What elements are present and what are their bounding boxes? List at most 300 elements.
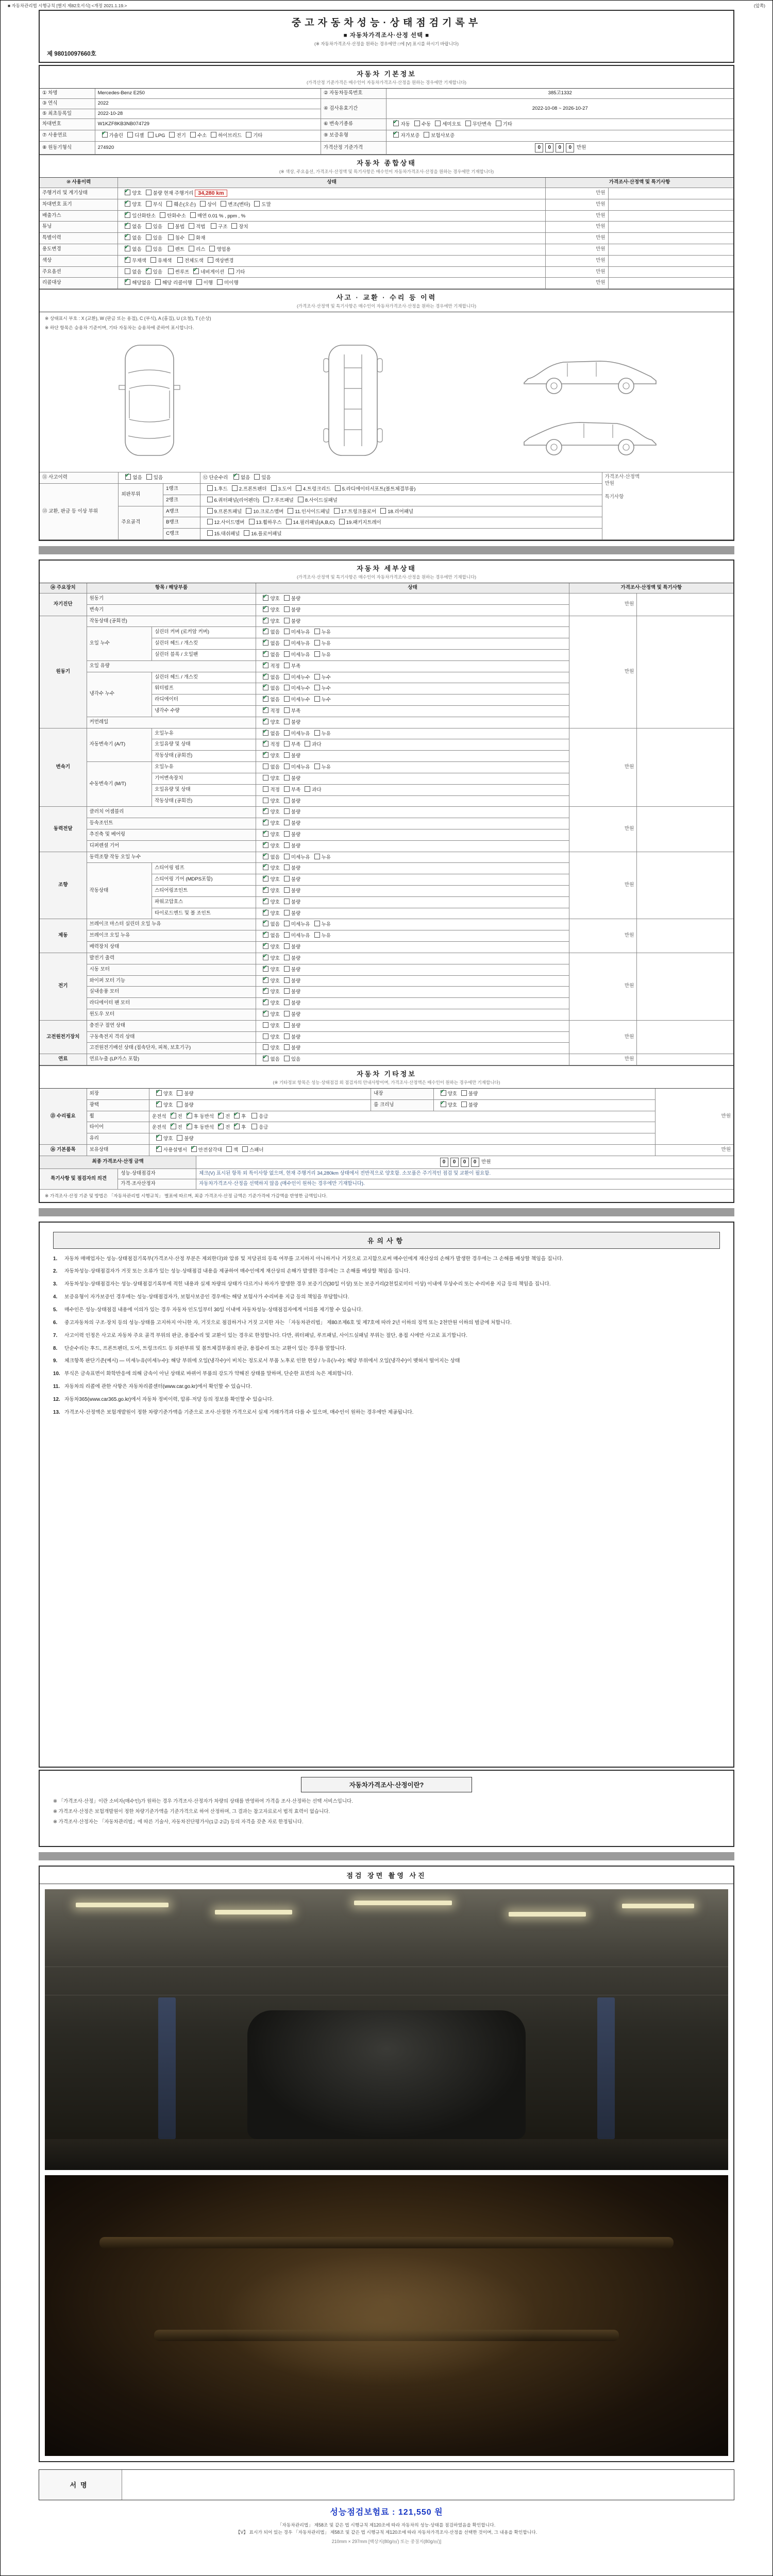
checkbox[interactable] bbox=[127, 132, 133, 138]
checkbox[interactable] bbox=[263, 943, 268, 949]
checkbox[interactable] bbox=[125, 279, 130, 285]
table-cell bbox=[149, 1133, 656, 1145]
checkbox[interactable] bbox=[284, 910, 290, 916]
checkbox[interactable] bbox=[207, 519, 213, 524]
checkbox[interactable] bbox=[263, 786, 268, 792]
table-cell bbox=[40, 616, 87, 728]
checkbox[interactable] bbox=[150, 257, 156, 263]
checkbox[interactable] bbox=[286, 519, 292, 524]
notice-list bbox=[53, 1255, 720, 1417]
checkbox[interactable] bbox=[263, 696, 268, 702]
checkbox[interactable] bbox=[233, 474, 239, 480]
notice-item bbox=[53, 1332, 720, 1340]
cell-text: 변속기 bbox=[89, 606, 104, 613]
checkbox[interactable] bbox=[156, 1090, 162, 1096]
checkbox[interactable] bbox=[334, 508, 340, 514]
checkbox[interactable] bbox=[284, 606, 290, 612]
cell-text: ⑨ 보증유형 bbox=[324, 132, 348, 139]
checkbox[interactable] bbox=[177, 1135, 182, 1141]
checkbox[interactable] bbox=[263, 595, 268, 601]
checkbox[interactable] bbox=[284, 955, 290, 960]
table-cell bbox=[87, 583, 256, 593]
checkbox-label: 양호 bbox=[270, 832, 280, 838]
table-cell bbox=[163, 517, 200, 529]
checkbox[interactable] bbox=[207, 485, 213, 491]
table-cell bbox=[200, 506, 602, 517]
checkbox[interactable] bbox=[200, 201, 206, 207]
checkbox[interactable] bbox=[314, 854, 320, 859]
checkbox[interactable] bbox=[284, 696, 290, 702]
checkbox[interactable] bbox=[284, 629, 290, 634]
checkbox[interactable] bbox=[125, 212, 130, 218]
checkbox[interactable] bbox=[284, 966, 290, 972]
checkbox[interactable] bbox=[263, 1011, 268, 1016]
checkbox[interactable] bbox=[148, 132, 154, 138]
checkbox[interactable] bbox=[263, 955, 268, 960]
checkbox[interactable] bbox=[284, 1056, 290, 1061]
checkbox[interactable] bbox=[263, 663, 268, 668]
checkbox-label: 하이브리드 bbox=[218, 133, 242, 139]
notice-item-number: 13. bbox=[53, 1409, 60, 1415]
table-cell bbox=[40, 109, 95, 119]
checkbox[interactable] bbox=[284, 865, 290, 870]
checkbox[interactable] bbox=[125, 201, 130, 207]
checkbox[interactable] bbox=[284, 1011, 290, 1016]
checkbox[interactable] bbox=[146, 190, 152, 195]
checkbox[interactable] bbox=[335, 485, 341, 491]
checkbox[interactable] bbox=[314, 651, 320, 657]
checkbox[interactable] bbox=[263, 842, 268, 848]
amount-digit-box: 0 bbox=[461, 1158, 469, 1167]
checkbox[interactable] bbox=[189, 246, 194, 251]
checkbox-label: 2.프론트펜더 bbox=[239, 486, 267, 492]
checkbox-label: 없음 bbox=[132, 224, 142, 230]
checkbox[interactable] bbox=[146, 246, 152, 251]
basic-section-subtitle: (가격산정 기준가격은 매수인이 자동차가격조사·산정을 원하는 경우에만 기재합니다) bbox=[306, 80, 467, 85]
checkbox[interactable] bbox=[190, 212, 196, 218]
checkbox[interactable] bbox=[254, 474, 260, 480]
notice-item-number: 11. bbox=[53, 1384, 60, 1390]
checkbox[interactable] bbox=[263, 854, 268, 859]
checkbox[interactable] bbox=[168, 234, 174, 240]
table-cell bbox=[118, 255, 546, 266]
checkbox[interactable] bbox=[284, 831, 290, 837]
checkbox[interactable] bbox=[314, 674, 320, 680]
checkbox[interactable] bbox=[156, 1146, 162, 1152]
cell-text: 385고1332 bbox=[548, 90, 572, 96]
checkbox[interactable] bbox=[263, 1022, 268, 1028]
checkbox[interactable] bbox=[298, 497, 304, 502]
checkbox[interactable] bbox=[166, 201, 172, 207]
checkbox[interactable] bbox=[263, 719, 268, 724]
checkbox-label: 양호 bbox=[270, 809, 280, 816]
checkbox[interactable] bbox=[263, 865, 268, 870]
checkbox-label: 없음 bbox=[270, 731, 280, 737]
table-cell bbox=[256, 818, 569, 829]
checkbox[interactable] bbox=[189, 223, 194, 229]
car-right-side-diagram bbox=[518, 404, 662, 458]
checkbox[interactable] bbox=[305, 786, 310, 792]
checkbox[interactable] bbox=[461, 1101, 467, 1107]
checkbox[interactable] bbox=[288, 508, 293, 514]
checkbox[interactable] bbox=[211, 223, 216, 229]
checkbox[interactable] bbox=[435, 121, 441, 126]
notice-item-text: 자동차성능·상태점검자는 성능·상태점검기록부에 적힌 내용과 실제 차량의 상태가 다르거나 하자가 발생한 경우 보증기간(30일 이상) 또는 보증거리(2천킬로미터 이상) 이내에 무상수리 또는 수리비용 지급 등의 책임을 집니다. bbox=[64, 1281, 551, 1287]
checkbox-label: 해당 bbox=[162, 280, 172, 286]
checkbox[interactable] bbox=[207, 530, 213, 536]
checkbox[interactable] bbox=[221, 201, 226, 207]
checkbox[interactable] bbox=[263, 775, 268, 781]
cell-text: 외판부위 bbox=[121, 491, 141, 497]
checkbox[interactable] bbox=[249, 519, 255, 524]
checkbox[interactable] bbox=[211, 132, 216, 138]
ceiling-light bbox=[215, 1910, 292, 1914]
checkbox[interactable] bbox=[102, 132, 108, 138]
checkbox[interactable] bbox=[263, 999, 268, 1005]
checkbox[interactable] bbox=[284, 1022, 290, 1028]
checkbox[interactable] bbox=[496, 121, 501, 126]
table-cell bbox=[87, 604, 256, 616]
checkbox[interactable] bbox=[465, 121, 471, 126]
checkbox[interactable] bbox=[284, 663, 290, 668]
checkbox[interactable] bbox=[125, 190, 130, 195]
checkbox[interactable] bbox=[218, 1113, 224, 1118]
checkbox[interactable] bbox=[284, 685, 290, 690]
checkbox[interactable] bbox=[207, 508, 213, 514]
checkbox[interactable] bbox=[196, 279, 202, 285]
checkbox-label: 불량 bbox=[468, 1091, 478, 1097]
checkbox[interactable] bbox=[284, 899, 290, 904]
cell-text: 실린더 블록 / 오일팬 bbox=[155, 651, 198, 657]
checkbox[interactable] bbox=[284, 932, 290, 938]
checkbox[interactable] bbox=[263, 764, 268, 769]
cell-text: ⑦ 사용연료 bbox=[42, 132, 67, 139]
checkbox[interactable] bbox=[284, 876, 290, 882]
checkbox[interactable] bbox=[218, 1124, 224, 1129]
checkbox-label: 불량 bbox=[291, 955, 301, 961]
notice-item-number: 10. bbox=[53, 1371, 60, 1377]
checkbox[interactable] bbox=[284, 943, 290, 949]
table-cell bbox=[655, 1145, 733, 1156]
checkbox[interactable] bbox=[263, 910, 268, 916]
table-cell bbox=[637, 852, 733, 919]
table-cell bbox=[118, 210, 546, 222]
checkbox-label: 불량 bbox=[291, 944, 301, 951]
checkbox[interactable] bbox=[263, 707, 268, 713]
checkbox[interactable] bbox=[171, 1124, 176, 1129]
table-cell bbox=[655, 1089, 733, 1145]
checkbox[interactable] bbox=[284, 1033, 290, 1039]
amount-digit-box: 0 bbox=[450, 1158, 459, 1167]
checkbox[interactable] bbox=[393, 132, 399, 138]
checkbox-label: 유채색 bbox=[157, 258, 172, 264]
checkbox[interactable] bbox=[125, 223, 130, 229]
checkbox[interactable] bbox=[146, 201, 152, 207]
checkbox[interactable] bbox=[160, 212, 165, 218]
table-cell bbox=[152, 762, 256, 773]
checkbox[interactable] bbox=[284, 719, 290, 724]
cell-text: 실린더 커버 (로커암 커버) bbox=[155, 629, 210, 635]
checkbox[interactable] bbox=[209, 246, 215, 251]
checkbox[interactable] bbox=[284, 820, 290, 825]
checkbox[interactable] bbox=[168, 268, 174, 274]
checkbox[interactable] bbox=[168, 246, 174, 251]
checkbox-label: 응급 bbox=[259, 1113, 268, 1120]
checkbox-label: 미세누유 bbox=[291, 854, 310, 860]
cell-text: 오일 유량 bbox=[89, 663, 110, 669]
table-cell bbox=[152, 773, 256, 784]
checkbox[interactable] bbox=[168, 223, 174, 229]
checkbox[interactable] bbox=[246, 132, 251, 138]
checkbox[interactable] bbox=[441, 1101, 446, 1107]
checkbox[interactable] bbox=[314, 764, 320, 769]
checkbox[interactable] bbox=[155, 279, 161, 285]
table-cell bbox=[40, 1156, 196, 1169]
notice-item-text: 단순수리는 후드, 프론트펜더, 도어, 트렁크리드 등 외판부위 및 볼트체결부품의 판금, 용접수리 또는 교환이 있는 경우를 말합니다. bbox=[64, 1345, 346, 1351]
cell-text: 만원 bbox=[624, 1056, 634, 1062]
checkbox[interactable] bbox=[169, 132, 175, 138]
notice-item-number: 9. bbox=[53, 1358, 58, 1364]
checkbox[interactable] bbox=[244, 530, 249, 536]
cell-text bbox=[246, 1125, 247, 1130]
table-cell bbox=[152, 638, 256, 650]
checkbox[interactable] bbox=[234, 1124, 240, 1129]
table-cell bbox=[256, 896, 569, 908]
pricing-method-footnote: ※ 가격조사·산정 기준 및 방법은 「자동차관리법 시행규칙」 별표에 따르며, 최종 가격조사·산정 금액은 기준가격에 가감액을 반영한 금액입니다. bbox=[45, 1193, 328, 1198]
checkbox[interactable] bbox=[284, 752, 290, 758]
cell-text bbox=[162, 235, 164, 241]
table-cell bbox=[118, 178, 546, 188]
mileage-highlight: 34,280 km bbox=[195, 190, 227, 197]
checkbox[interactable] bbox=[146, 268, 152, 274]
checkbox[interactable] bbox=[339, 519, 345, 524]
lift-post bbox=[597, 1997, 615, 2139]
section-basic-overall-accident bbox=[39, 65, 734, 541]
checkbox[interactable] bbox=[263, 887, 268, 893]
checkbox-label: 없음 bbox=[270, 1057, 280, 1063]
checkbox[interactable] bbox=[234, 1113, 240, 1118]
checkbox[interactable] bbox=[146, 474, 152, 480]
checkbox-label: 없음 bbox=[270, 697, 280, 703]
checkbox[interactable] bbox=[189, 234, 194, 240]
checkbox[interactable] bbox=[284, 786, 290, 792]
checkbox-label: 있음 bbox=[153, 246, 163, 252]
checkbox[interactable] bbox=[177, 257, 183, 263]
checkbox[interactable] bbox=[226, 1146, 232, 1152]
checkbox[interactable] bbox=[125, 246, 130, 251]
checkbox-label: 없음 bbox=[132, 235, 142, 242]
checkbox[interactable] bbox=[284, 730, 290, 736]
table-cell bbox=[371, 1099, 433, 1111]
checkbox[interactable] bbox=[171, 1113, 176, 1118]
checkbox[interactable] bbox=[208, 257, 213, 263]
table-cell bbox=[87, 987, 256, 998]
table-cell bbox=[256, 583, 569, 593]
checkbox[interactable] bbox=[393, 121, 399, 126]
checkbox[interactable] bbox=[284, 618, 290, 623]
checkbox-label: 침수 bbox=[175, 235, 185, 242]
checkbox[interactable] bbox=[263, 876, 268, 882]
checkbox[interactable] bbox=[284, 741, 290, 747]
checkbox[interactable] bbox=[263, 977, 268, 983]
checkbox[interactable] bbox=[228, 268, 234, 274]
checkbox[interactable] bbox=[217, 279, 223, 285]
notice-item-text: 사고이력 인정은 사고로 자동차 주요 골격 부위의 판금, 용접수리 및 교환이 있는 경우로 한정합니다. 다만, 쿼터패널, 루프패널, 사이드실패널 부위는 절단, 용접 시에만 사고로 표기합니다. bbox=[64, 1332, 467, 1338]
checkbox[interactable] bbox=[146, 234, 152, 240]
checkbox[interactable] bbox=[263, 932, 268, 938]
checkbox[interactable] bbox=[284, 775, 290, 781]
checkbox[interactable] bbox=[263, 730, 268, 736]
cell-text: 광택 bbox=[89, 1101, 99, 1108]
checkbox[interactable] bbox=[193, 268, 199, 274]
checkbox[interactable] bbox=[263, 651, 268, 657]
table-cell bbox=[87, 672, 152, 717]
confirmation-statement-1: 「자동차관리법」 제58조 및 같은 법 시행규칙 제120조에 따라 자동차의 성능·상태를 점검하였음을 확인합니다. bbox=[277, 2522, 496, 2528]
checkbox[interactable] bbox=[314, 629, 320, 634]
checkbox[interactable] bbox=[156, 1101, 162, 1107]
checkbox[interactable] bbox=[263, 808, 268, 814]
checkbox[interactable] bbox=[125, 234, 130, 240]
checkbox[interactable] bbox=[246, 508, 251, 514]
checkbox[interactable] bbox=[314, 932, 320, 938]
checkbox[interactable] bbox=[284, 798, 290, 803]
checkbox[interactable] bbox=[284, 977, 290, 983]
checkbox[interactable] bbox=[263, 629, 268, 634]
cell-text: 가격조사·산정액 bbox=[604, 474, 640, 480]
checkbox[interactable] bbox=[284, 854, 290, 859]
checkbox[interactable] bbox=[314, 640, 320, 646]
checkbox[interactable] bbox=[125, 257, 130, 263]
checkbox[interactable] bbox=[461, 1090, 467, 1096]
checkbox[interactable] bbox=[441, 1090, 446, 1096]
checkbox-label: 전 bbox=[177, 1113, 182, 1120]
checkbox[interactable] bbox=[263, 497, 269, 502]
table-cell bbox=[256, 638, 569, 650]
table-cell bbox=[321, 142, 386, 155]
checkbox[interactable] bbox=[263, 606, 268, 612]
notice-item-number: 2. bbox=[53, 1268, 58, 1275]
checkbox[interactable] bbox=[232, 485, 238, 491]
checkbox[interactable] bbox=[263, 674, 268, 680]
checkbox[interactable] bbox=[271, 485, 277, 491]
checkbox[interactable] bbox=[263, 820, 268, 825]
checkbox[interactable] bbox=[191, 1146, 197, 1152]
checkbox[interactable] bbox=[284, 640, 290, 646]
checkbox[interactable] bbox=[263, 966, 268, 972]
checkbox[interactable] bbox=[284, 595, 290, 601]
checkbox-label: 네비게이션 bbox=[200, 269, 225, 275]
cell-text bbox=[205, 224, 207, 230]
checkbox[interactable] bbox=[284, 674, 290, 680]
table-cell bbox=[608, 278, 733, 289]
paper-spec-note: 210mm × 297mm [백상지(80g/㎡) 또는 중질지(80g/㎡)] bbox=[331, 2538, 442, 2544]
checkbox[interactable] bbox=[263, 618, 268, 623]
checkbox[interactable] bbox=[263, 1056, 268, 1061]
checkbox[interactable] bbox=[125, 268, 130, 274]
checkbox[interactable] bbox=[284, 842, 290, 848]
checkbox[interactable] bbox=[380, 508, 386, 514]
checkbox[interactable] bbox=[263, 741, 268, 747]
checkbox[interactable] bbox=[156, 1135, 162, 1141]
checkbox-label: 불량 bbox=[291, 1023, 301, 1029]
checkbox[interactable] bbox=[207, 497, 213, 502]
checkbox[interactable] bbox=[284, 988, 290, 994]
checkbox[interactable] bbox=[424, 132, 429, 138]
checkbox-label: 11.인사이드패널 bbox=[295, 509, 330, 515]
checkbox[interactable] bbox=[284, 707, 290, 713]
checkbox[interactable] bbox=[263, 685, 268, 690]
checkbox[interactable] bbox=[314, 730, 320, 736]
checkbox[interactable] bbox=[314, 685, 320, 690]
checkbox[interactable] bbox=[177, 1090, 182, 1096]
checkbox[interactable] bbox=[263, 1033, 268, 1039]
table-cell bbox=[87, 1145, 149, 1156]
checkbox[interactable] bbox=[284, 887, 290, 893]
checkbox-label: 보험사보증 bbox=[431, 133, 455, 139]
table-cell bbox=[196, 1168, 733, 1179]
table-cell bbox=[200, 529, 602, 540]
checkbox[interactable] bbox=[263, 899, 268, 904]
checkbox[interactable] bbox=[177, 1101, 182, 1107]
checkbox[interactable] bbox=[125, 474, 131, 480]
checkbox[interactable] bbox=[314, 696, 320, 702]
checkbox[interactable] bbox=[263, 752, 268, 758]
checkbox[interactable] bbox=[187, 1113, 192, 1118]
checkbox[interactable] bbox=[414, 121, 420, 126]
document-header bbox=[39, 10, 734, 63]
checkbox[interactable] bbox=[263, 1044, 268, 1050]
checkbox[interactable] bbox=[263, 640, 268, 646]
confirmation-statement-2: 【V】 표시가 되어 있는 경우 「자동차관리법」 제58조 및 같은 법 시행규칙 제120조에 따라 자동차가격조사·산정을 선택한 것이며, 그 내용을 확인합니다. bbox=[236, 2529, 537, 2535]
checkbox[interactable] bbox=[242, 1146, 248, 1152]
checkbox[interactable] bbox=[296, 485, 301, 491]
checkbox[interactable] bbox=[284, 999, 290, 1005]
checkbox-label: 양호 bbox=[270, 866, 280, 872]
table-cell bbox=[256, 863, 569, 874]
checkbox[interactable] bbox=[263, 988, 268, 994]
checkbox-label: 변조(변타) bbox=[228, 201, 250, 208]
notice-item bbox=[53, 1280, 720, 1289]
checkbox[interactable] bbox=[284, 808, 290, 814]
checkbox[interactable] bbox=[263, 798, 268, 803]
checkbox[interactable] bbox=[305, 741, 310, 747]
checkbox[interactable] bbox=[254, 201, 260, 207]
table-cell bbox=[118, 188, 546, 199]
checkbox[interactable] bbox=[251, 1113, 257, 1118]
checkbox[interactable] bbox=[284, 921, 290, 926]
table-cell bbox=[546, 188, 608, 199]
overall-section-title: 자동차 종합상태 (※ 색상, 주요옵션, 가격조사·산정액 및 특기사항은 매수인이 자동차가격조사·산정을 원하는 경우에만 기재합니다) bbox=[40, 155, 733, 178]
cell-text: 만원 bbox=[624, 882, 634, 888]
table-cell bbox=[256, 908, 569, 919]
checkbox[interactable] bbox=[284, 1044, 290, 1050]
checkbox[interactable] bbox=[263, 921, 268, 926]
checkbox-label: 양호 bbox=[270, 719, 280, 725]
document-subtitle-note: (※ 자동차가격조사·산정을 원하는 경우에만 □에 [V] 표시를 하시기 바랍니다) bbox=[314, 41, 459, 46]
checkbox-label: 누수 bbox=[321, 674, 331, 681]
checkbox[interactable] bbox=[263, 831, 268, 837]
checkbox[interactable] bbox=[251, 1124, 257, 1129]
checkbox[interactable] bbox=[187, 1124, 192, 1129]
checkbox[interactable] bbox=[146, 223, 152, 229]
notice-item-text: 보증유형이 자가보증인 경우에는 성능·상태점검자가, 보험사보증인 경우에는 해당 보험사가 수리비용 지급 등의 책임을 부담합니다. bbox=[64, 1294, 349, 1300]
checkbox-label: 불량 bbox=[291, 775, 301, 782]
checkbox[interactable] bbox=[314, 921, 320, 926]
checkbox[interactable] bbox=[284, 764, 290, 769]
checkbox[interactable] bbox=[231, 223, 237, 229]
checkbox[interactable] bbox=[190, 132, 196, 138]
checkbox[interactable] bbox=[284, 651, 290, 657]
